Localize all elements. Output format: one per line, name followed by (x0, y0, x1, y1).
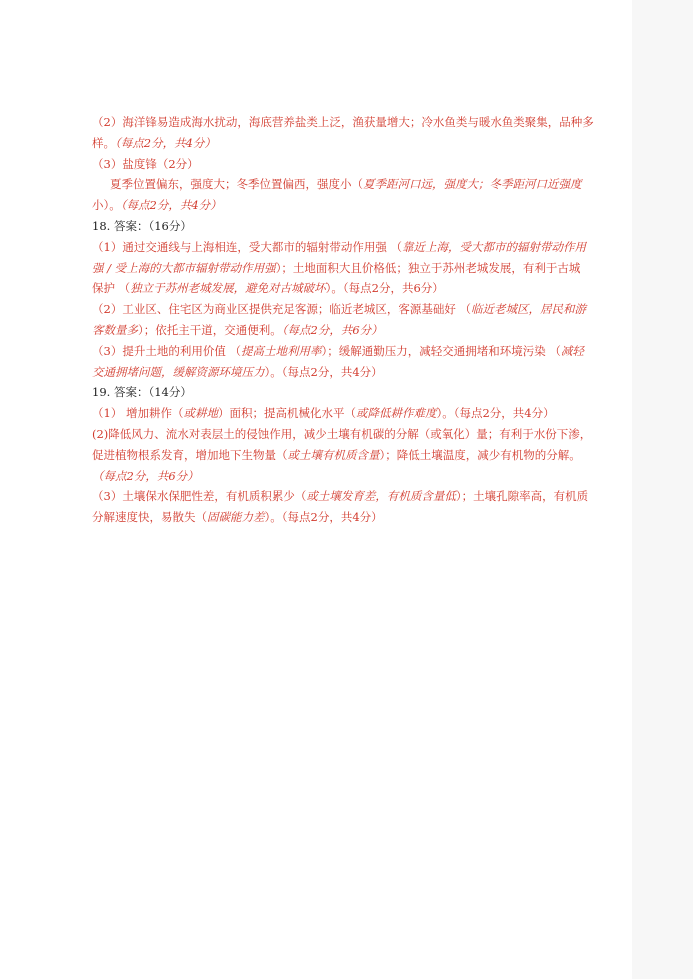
q19-p3-line2 (92, 507, 600, 528)
q19-p2-line2 (92, 445, 600, 466)
q18-p1-line2 (92, 258, 600, 279)
q19-p3-text-2: ）；土壤孔隙率高，有机质 (455, 489, 589, 504)
q19-p3-alt-2: 固碳能力差 (207, 510, 265, 525)
q18-p3-alt-2: 减轻 (560, 343, 584, 358)
q19-p2-line3 (92, 466, 600, 487)
q18-p2-score: （每点2分，共6分） (281, 322, 383, 337)
q17-p2-score: （每点2分，共4分） (115, 135, 216, 150)
q17-p3-text: 夏季位置偏东，强度大；冬季位置偏西，强度小（ (110, 177, 363, 192)
q18-p3-alt: 提高土地利用率 (240, 343, 322, 358)
q19-p2-alt: 或土壤有机质含量 (287, 447, 380, 462)
q18-p1-alt: 靠近上海，受大都市的辐射带动作用 (401, 239, 586, 254)
q17-p3-line1 (92, 174, 600, 195)
q19-heading (92, 382, 600, 403)
q18-p1-alt-cont: 强 / 受上海的大都市辐射带动作用强 (92, 260, 276, 275)
q18-p2-alt-cont: 客数量多 (92, 322, 138, 337)
q19-p2-text-3: ）；降低土壤温度，减少有机物的分解。 (379, 447, 581, 462)
q19-p2-line1 (92, 424, 600, 445)
q17-p3-line2 (92, 195, 600, 216)
q18-p1-text: （1）通过交通线与上海相连，受大都市的辐射带动作用强 （ (92, 239, 402, 254)
q18-p1-line3 (92, 278, 600, 299)
q18-p3-text: （3）提升土地的利用价值 （ (92, 343, 241, 358)
q18-p3-line1 (92, 341, 600, 362)
q18-p3-alt-cont: 交通拥堵问题，缓解资源环境压力 (92, 364, 265, 379)
q18-title: 18. 答案：（16分） (92, 218, 192, 233)
q19-p3-line1 (92, 486, 600, 507)
q17-p2-text: （2）海洋锋易造成海水扰动，海底营养盐类上泛，渔获量增大；冷水鱼类与暖水鱼类聚集，品种多 (92, 115, 594, 129)
q18-p2-text-cont: ）；依托主干道，交通便利。 (138, 322, 282, 337)
q18-p1-text-cont: ）；土地面积大且价格低；独立于苏州老城发展，有利于古城 (275, 260, 581, 275)
q19-p1-alt-2: 或降低耕作难度 (355, 406, 437, 421)
q18-p1-text-3: 保护 （ (92, 281, 131, 296)
q18-p2-alt: 临近老城区，居民和游 (470, 302, 586, 317)
q17-p2-text-end: 样。 (92, 135, 115, 150)
q19-p3-score: ）。（每点2分，共4分） (264, 510, 383, 525)
q19-p1-text-2: ）面积；提高机械化水平（ (217, 406, 356, 421)
q18-p2-line1 (92, 299, 600, 320)
right-margin-strip (632, 0, 693, 979)
q18-p1-alt-3: 独立于苏州老城发展，避免对古城破坏 (130, 281, 326, 296)
q19-p3-text: （3）土壤保水保肥性差，有机质积累少（ (92, 489, 307, 504)
q19-p2-text-2: 促进植物根系发育，增加地下生物量（ (92, 447, 288, 462)
q19-p1-text: （1） 增加耕作（ (92, 406, 184, 421)
q17-p2-line1 (92, 112, 600, 133)
q19-p3-alt: 或土壤发育差，有机质含量低 (306, 489, 456, 504)
q17-p2-line2 (92, 133, 600, 154)
q18-p1-line1 (92, 237, 600, 258)
q19-title: 19. 答案：（14分） (92, 385, 192, 400)
q18-p2-text: （2）工业区、住宅区为商业区提供充足客源；临近老城区，客源基础好 （ (92, 302, 471, 317)
q18-p1-score: ）。（每点2分，共6分） (325, 281, 444, 296)
q19-p3-text-3: 分解速度快，易散失（ (92, 510, 207, 525)
q18-p3-score: ）。（每点2分，共4分） (264, 364, 383, 379)
q17-p3-title (92, 154, 600, 175)
q19-p2-text: (2)降低风力、流水对表层土的侵蚀作用，减少土壤有机碳的分解（或氧化）量；有利于水份下渗， (92, 426, 592, 441)
answer-content (92, 112, 600, 528)
q19-p1-score: ）。（每点2分，共4分） (436, 406, 555, 421)
q18-p3-line2 (92, 362, 600, 383)
q18-p2-line2 (92, 320, 600, 341)
q17-p3-text-end: 小）。 (92, 198, 121, 213)
q19-p2-score: （每点2分，共6分） (92, 468, 199, 483)
q19-p1-line1 (92, 403, 600, 424)
q19-p1-alt: 或耕地 (183, 406, 218, 421)
q17-p3-title-text: （3）盐度锋（2分） (92, 156, 199, 171)
q17-p3-alt: 夏季距河口远，强度大；冬季距河口近强度 (363, 177, 582, 192)
q18-p3-text-2: ）；缓解通勤压力，减轻交通拥堵和环境污染 （ (321, 343, 561, 358)
q17-p3-score: （每点2分，共4分） (120, 198, 222, 213)
q18-heading (92, 216, 600, 237)
